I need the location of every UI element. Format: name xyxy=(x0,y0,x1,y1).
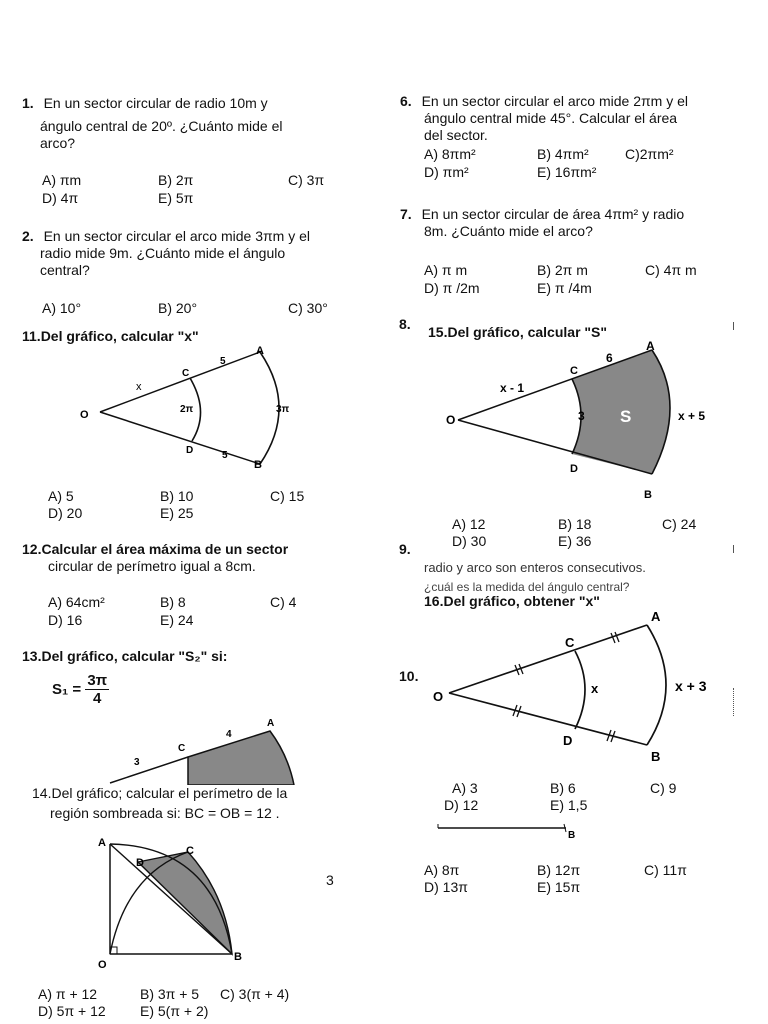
page-number: 3 xyxy=(326,872,334,888)
option-c: C) 4 xyxy=(270,594,297,610)
label-x: x xyxy=(591,681,599,696)
option-d: D) 5π + 12 xyxy=(38,1003,106,1019)
option-b: B) 2π m xyxy=(537,262,588,278)
option-c: C) 3π xyxy=(288,172,325,188)
option-b: B) 3π + 5 xyxy=(140,986,200,1002)
option-e: E) 15π xyxy=(537,879,581,895)
label-o: O xyxy=(98,959,107,971)
question-text: región sombreada si: BC = OB = 12 . xyxy=(50,805,280,821)
option-b: B) 10 xyxy=(160,488,194,504)
label-o: O xyxy=(80,409,89,421)
fraction-numerator: 3π xyxy=(87,672,108,689)
label-x-minus-1: x - 1 xyxy=(500,381,525,395)
label-a: A xyxy=(267,718,275,729)
label-five-bottom: 5 xyxy=(222,450,228,461)
question-text: En un sector circular el arco mide 2πm y el xyxy=(421,93,689,109)
label-d: D xyxy=(563,733,573,748)
option-c: C) 30° xyxy=(288,300,328,316)
label-o: O xyxy=(433,689,444,704)
question-16-title: 16.Del gráfico, obtener "x" xyxy=(424,593,600,609)
question-12 xyxy=(22,541,367,575)
formula-fraction xyxy=(85,672,109,707)
option-b: B) 18 xyxy=(558,516,592,532)
option-a: A) 8πm² xyxy=(424,146,476,162)
question-text: arco? xyxy=(40,135,76,151)
option-a: A) 5 xyxy=(48,488,74,504)
option-e: E) 5π xyxy=(158,190,194,206)
option-d: D) π /2m xyxy=(424,280,480,296)
option-a: A) 8π xyxy=(424,862,460,878)
label-three: 3 xyxy=(134,757,140,768)
option-d: D) 13π xyxy=(424,879,468,895)
label-b: B xyxy=(568,830,576,841)
question-text: central? xyxy=(40,262,90,278)
quadrant-diagram-q14 xyxy=(86,834,256,974)
question-text: radio mide 9m. ¿Cuánto mide el ángulo xyxy=(40,245,286,261)
option-a: A) 10° xyxy=(42,300,82,316)
option-e: E) 24 xyxy=(160,612,194,628)
question-15-title: 15.Del gráfico, calcular "S" xyxy=(428,324,608,340)
label-d: D xyxy=(570,463,578,475)
sector-diagram-q11 xyxy=(70,340,330,480)
label-c: C xyxy=(186,845,194,857)
formula-s1 xyxy=(52,672,109,707)
label-d: D xyxy=(136,857,144,869)
label-c: C xyxy=(570,365,578,377)
option-b: B) 4πm² xyxy=(537,146,589,162)
option-c: C) 24 xyxy=(662,516,697,532)
question-text: 14.Del gráfico; calcular el perímetro de la xyxy=(32,785,288,801)
option-c: C) 3(π + 4) xyxy=(220,986,290,1002)
option-b: B) 6 xyxy=(550,780,576,796)
question-6 xyxy=(400,93,745,144)
label-six: 6 xyxy=(606,351,613,365)
option-d: D) 30 xyxy=(452,533,487,549)
label-x-plus-5: x + 5 xyxy=(678,409,706,423)
option-b: B) 12π xyxy=(537,862,581,878)
label-o: O xyxy=(446,413,456,427)
option-c: C) 4π m xyxy=(645,262,697,278)
question-text: 8m. ¿Cuánto mide el arco? xyxy=(424,223,593,239)
option-d: D) 20 xyxy=(48,505,83,521)
question-number: 9. xyxy=(399,541,411,557)
label-x: x xyxy=(136,381,142,393)
option-a: A) π m xyxy=(424,262,468,278)
label-a: A xyxy=(651,609,661,624)
formula-lhs: S₁ = xyxy=(52,681,82,698)
option-e: E) π /4m xyxy=(537,280,592,296)
option-d: D) 16 xyxy=(48,612,83,628)
label-b: B xyxy=(254,459,262,471)
option-e: E) 25 xyxy=(160,505,194,521)
option-e: E) 1,5 xyxy=(550,797,588,813)
option-a: A) πm xyxy=(42,172,82,188)
label-b: B xyxy=(234,951,242,963)
label-c: C xyxy=(182,368,190,379)
sector-diagram-q15 xyxy=(440,336,740,506)
option-d: D) 4π xyxy=(42,190,79,206)
question-number: 7. xyxy=(400,206,412,222)
label-x-plus-3: x + 3 xyxy=(675,678,707,694)
fraction-denominator: 4 xyxy=(93,690,102,707)
sector-diagram-q16 xyxy=(425,605,745,765)
diagram-fragment xyxy=(434,818,584,840)
question-text: En un sector circular de área 4πm² y radio xyxy=(421,206,685,222)
question-number: 8. xyxy=(399,316,411,332)
question-14 xyxy=(32,785,362,822)
option-a: A) 12 xyxy=(452,516,486,532)
question-number: 10. xyxy=(399,668,419,684)
question-11-title: 11.Del gráfico, calcular "x" xyxy=(22,328,199,344)
question-1 xyxy=(22,95,362,152)
label-five-top: 5 xyxy=(220,356,226,367)
label-b: B xyxy=(644,489,652,501)
label-a: A xyxy=(98,837,106,849)
question-text: En un sector circular el arco mide 3πm y el xyxy=(43,228,311,244)
label-d: D xyxy=(186,445,194,456)
question-text: ángulo central mide 45°. Calcular el área xyxy=(424,110,678,126)
option-e: E) 16πm² xyxy=(537,164,597,180)
option-c: C) 9 xyxy=(650,780,677,796)
label-s: S xyxy=(620,407,632,426)
cut-text-line: radio y arco son enteros consecutivos. xyxy=(424,560,646,575)
label-c: C xyxy=(565,635,575,650)
label-a: A xyxy=(646,339,655,353)
question-text: circular de perímetro igual a 8cm. xyxy=(48,558,256,574)
option-a: A) 64cm² xyxy=(48,594,105,610)
sector-diagram-q13 xyxy=(110,715,310,785)
edge-mark xyxy=(733,545,734,553)
option-b: B) 2π xyxy=(158,172,194,188)
question-text: ángulo central de 20º. ¿Cuánto mide el xyxy=(40,118,283,134)
option-e: E) 5(π + 2) xyxy=(140,1003,209,1019)
option-c: C) 15 xyxy=(270,488,305,504)
question-text: En un sector circular de radio 10m y xyxy=(43,95,268,111)
label-c: C xyxy=(178,743,186,754)
question-number: 1. xyxy=(22,95,34,111)
option-d: D) 12 xyxy=(444,797,479,813)
option-a: A) 3 xyxy=(452,780,478,796)
label-arc-inner: 2π xyxy=(180,404,194,415)
option-c: C) 11π xyxy=(644,862,687,878)
option-b: B) 20° xyxy=(158,300,198,316)
option-a: A) π + 12 xyxy=(38,986,98,1002)
edge-mark xyxy=(733,688,735,716)
question-text: 12.Calcular el área máxima de un sector xyxy=(22,541,289,557)
label-b: B xyxy=(651,749,661,764)
question-2 xyxy=(22,228,362,279)
edge-mark xyxy=(733,322,734,330)
cut-text-line: ¿cuál es la medida del ángulo central? xyxy=(424,580,630,594)
question-7 xyxy=(400,206,750,240)
option-d: D) πm² xyxy=(424,164,469,180)
option-e: E) 36 xyxy=(558,533,592,549)
question-text: del sector. xyxy=(424,127,488,143)
label-three: 3 xyxy=(578,409,585,423)
question-number: 6. xyxy=(400,93,412,109)
label-a: A xyxy=(256,345,264,357)
label-four: 4 xyxy=(226,729,232,740)
option-b: B) 8 xyxy=(160,594,186,610)
question-13-title: 13.Del gráfico, calcular "S₂" si: xyxy=(22,648,228,664)
option-c: C)2πm² xyxy=(625,146,674,162)
label-arc-outer: 3π xyxy=(276,404,290,415)
question-number: 2. xyxy=(22,228,34,244)
